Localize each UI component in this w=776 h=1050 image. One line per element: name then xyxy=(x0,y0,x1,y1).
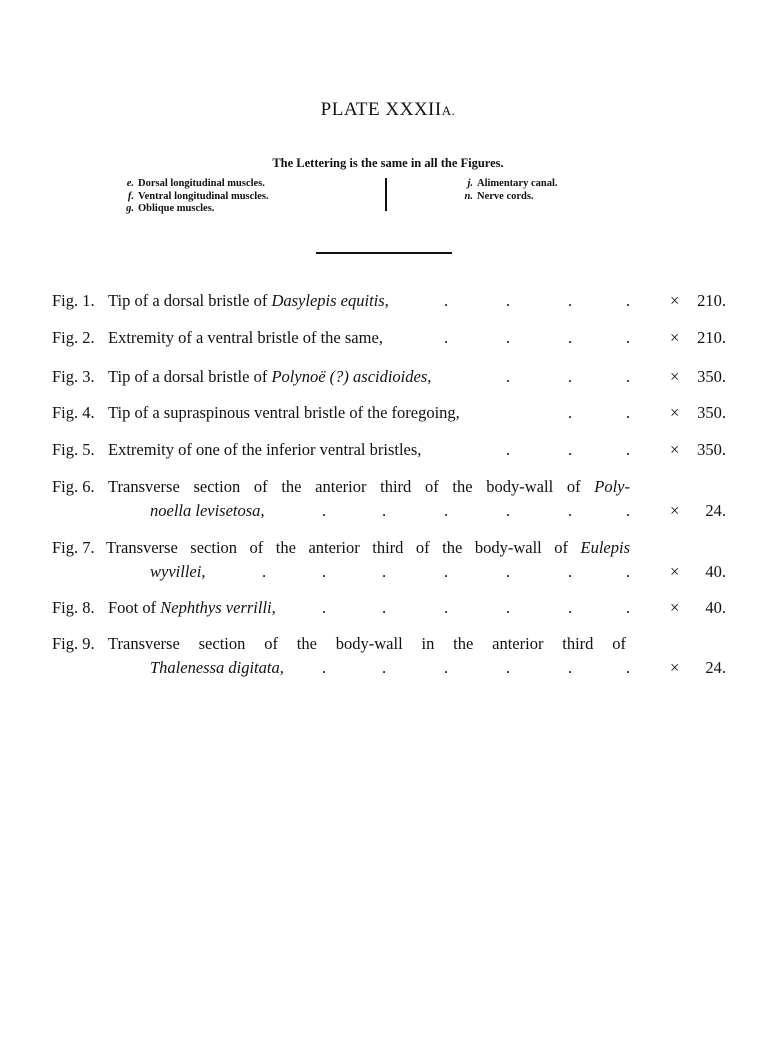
plate-title-main: PLATE XXXII xyxy=(320,99,442,120)
leader-dot: . xyxy=(626,367,631,386)
leader-dot: . xyxy=(568,598,573,617)
figure-number: Fig. 3. xyxy=(52,367,95,386)
caption-text: Tip of a dorsal bristle of xyxy=(108,367,272,386)
key-letter: g. xyxy=(126,203,134,214)
magnification xyxy=(670,289,726,313)
key-letter: n. xyxy=(464,190,473,202)
leader-dot: . xyxy=(626,291,631,310)
figure-caption-line1 xyxy=(106,536,630,560)
figure-number: Fig. 1. xyxy=(52,291,95,310)
caption-species: noella levisetosa xyxy=(150,501,261,520)
lettering-key-left xyxy=(118,178,269,216)
times-sign: × xyxy=(670,328,680,347)
leader-dot: . xyxy=(506,328,511,347)
caption-text: Extremity of a ventral bristle of the same, xyxy=(108,328,383,347)
leader-dot: . xyxy=(568,403,573,422)
leader-dot: . xyxy=(262,562,267,581)
leader-dot: . xyxy=(568,367,573,386)
figure-caption-line1 xyxy=(108,475,630,499)
figure-number: Fig. 4. xyxy=(52,403,95,422)
figure-caption xyxy=(108,289,389,313)
key-text: Oblique muscles. xyxy=(138,203,215,214)
key-divider xyxy=(385,178,387,211)
times-sign: × xyxy=(670,501,680,520)
magnification-value: 210. xyxy=(697,328,726,347)
key-line xyxy=(457,191,558,204)
leader-dot: . xyxy=(444,562,449,581)
figure-caption xyxy=(108,365,431,389)
caption-punct: , xyxy=(271,598,276,617)
magnification xyxy=(670,656,726,680)
leader-dot: . xyxy=(322,562,327,581)
key-letter: e. xyxy=(126,178,134,189)
figure-entry xyxy=(0,475,776,523)
key-letter: f. xyxy=(127,190,134,202)
caption-species: Dasylepis equitis xyxy=(271,291,385,310)
key-text: Ventral longitudinal muscles. xyxy=(138,190,269,202)
times-sign: × xyxy=(670,367,680,386)
magnification-value: 350. xyxy=(697,403,726,422)
leader-dot: . xyxy=(382,598,387,617)
figure-entry xyxy=(0,326,776,350)
leader-dot: . xyxy=(444,658,449,677)
figure-caption-line2 xyxy=(150,560,205,584)
magnification xyxy=(670,401,726,425)
leader-dot: . xyxy=(568,328,573,347)
figure-caption-line1 xyxy=(108,632,626,656)
figure-caption xyxy=(108,438,421,462)
leader-dot: . xyxy=(626,658,631,677)
caption-species: Nephthys verrilli xyxy=(160,598,272,617)
leader-dot: . xyxy=(506,291,511,310)
times-sign: × xyxy=(670,403,680,422)
key-text: Dorsal longitudinal muscles. xyxy=(138,178,265,189)
times-sign: × xyxy=(670,440,680,459)
figure-entry xyxy=(0,401,776,425)
figure-caption-line2 xyxy=(150,499,265,523)
caption-punct: , xyxy=(260,501,265,520)
leader-dot: . xyxy=(568,501,573,520)
caption-text: Transverse section of the anterior third of the body-wall of xyxy=(106,538,581,557)
leader-dot: . xyxy=(506,367,511,386)
key-line xyxy=(457,178,558,191)
figure-entry xyxy=(0,632,776,680)
figure-caption-line2 xyxy=(150,656,284,680)
leader-dot: . xyxy=(382,501,387,520)
key-line xyxy=(118,191,269,204)
leader-dot: . xyxy=(322,598,327,617)
caption-species: wyvillei xyxy=(150,562,202,581)
caption-text: Tip of a dorsal bristle of xyxy=(108,291,272,310)
figure-number: Fig. 2. xyxy=(52,328,95,347)
leader-dot: . xyxy=(568,562,573,581)
caption-species: Polynoë (?) ascidioides xyxy=(271,367,428,386)
leader-dot: . xyxy=(506,658,511,677)
leader-dot: . xyxy=(626,562,631,581)
leader-dot: . xyxy=(568,440,573,459)
magnification-value: 40. xyxy=(705,598,726,617)
leader-dot: . xyxy=(444,598,449,617)
leader-dot: . xyxy=(626,440,631,459)
plate-title-suffix: A. xyxy=(441,103,456,118)
caption-text: Transverse section of the anterior third of the body-wall of xyxy=(108,477,595,496)
figure-number: Fig. 9. xyxy=(52,634,95,653)
caption-punct: , xyxy=(384,291,389,310)
magnification xyxy=(670,438,726,462)
key-line xyxy=(118,178,269,191)
leader-dot: . xyxy=(444,501,449,520)
leader-dot: . xyxy=(382,658,387,677)
caption-text: Extremity of one of the inferior ventral bristles, xyxy=(108,440,422,459)
leader-dot: . xyxy=(626,328,631,347)
figure-number: Fig. 6. xyxy=(52,477,95,496)
key-text: Alimentary canal. xyxy=(477,178,558,189)
leader-dot: . xyxy=(444,291,449,310)
magnification xyxy=(670,596,726,620)
lettering-title: The Lettering is the same in all the Figures. xyxy=(272,156,504,170)
figure-entry xyxy=(0,596,776,620)
figure-entry xyxy=(0,289,776,313)
key-line xyxy=(118,203,269,216)
leader-dot: . xyxy=(322,501,327,520)
magnification-value: 210. xyxy=(697,291,726,310)
figure-number: Fig. 5. xyxy=(52,440,95,459)
magnification-value: 24. xyxy=(705,501,726,520)
plate-title xyxy=(0,99,776,121)
leader-dot: . xyxy=(626,403,631,422)
times-sign: × xyxy=(670,291,680,310)
magnification-value: 350. xyxy=(697,367,726,386)
times-sign: × xyxy=(670,658,680,677)
magnification xyxy=(670,499,726,523)
figure-number: Fig. 8. xyxy=(52,598,95,617)
leader-dot: . xyxy=(506,598,511,617)
leader-dot: . xyxy=(506,562,511,581)
caption-text: Foot of xyxy=(108,598,161,617)
key-letter: j. xyxy=(467,178,473,189)
magnification-value: 40. xyxy=(705,562,726,581)
figure-caption xyxy=(108,326,383,350)
magnification-value: 24. xyxy=(705,658,726,677)
leader-dot: . xyxy=(568,658,573,677)
magnification xyxy=(670,365,726,389)
leader-dot: . xyxy=(444,328,449,347)
magnification xyxy=(670,560,726,584)
times-sign: × xyxy=(670,562,680,581)
times-sign: × xyxy=(670,598,680,617)
caption-text: Tip of a supraspinous ventral bristle of the foregoing, xyxy=(108,403,460,422)
figure-entry xyxy=(0,438,776,462)
figure-entry xyxy=(0,536,776,584)
key-text: Nerve cords. xyxy=(477,190,534,202)
caption-species: Eulepis xyxy=(580,538,630,557)
section-rule xyxy=(316,252,452,254)
caption-species: Thalenessa digitata xyxy=(150,658,280,677)
magnification-value: 350. xyxy=(697,440,726,459)
leader-dot: . xyxy=(568,291,573,310)
leader-dot: . xyxy=(626,501,631,520)
caption-punct: , xyxy=(201,562,206,581)
leader-dot: . xyxy=(322,658,327,677)
leader-dot: . xyxy=(626,598,631,617)
figure-caption xyxy=(108,401,460,425)
leader-dot: . xyxy=(506,440,511,459)
lettering-key-right xyxy=(457,178,558,203)
figure-entry xyxy=(0,365,776,389)
magnification xyxy=(670,326,726,350)
leader-dot: . xyxy=(506,501,511,520)
caption-text: Transverse section of the body-wall in the anterior third of xyxy=(108,634,626,653)
leader-dot: . xyxy=(382,562,387,581)
figure-number: Fig. 7. xyxy=(52,538,95,557)
caption-punct: , xyxy=(279,658,284,677)
caption-punct: , xyxy=(427,367,432,386)
figure-caption xyxy=(108,596,276,620)
caption-species: Poly- xyxy=(594,477,630,496)
